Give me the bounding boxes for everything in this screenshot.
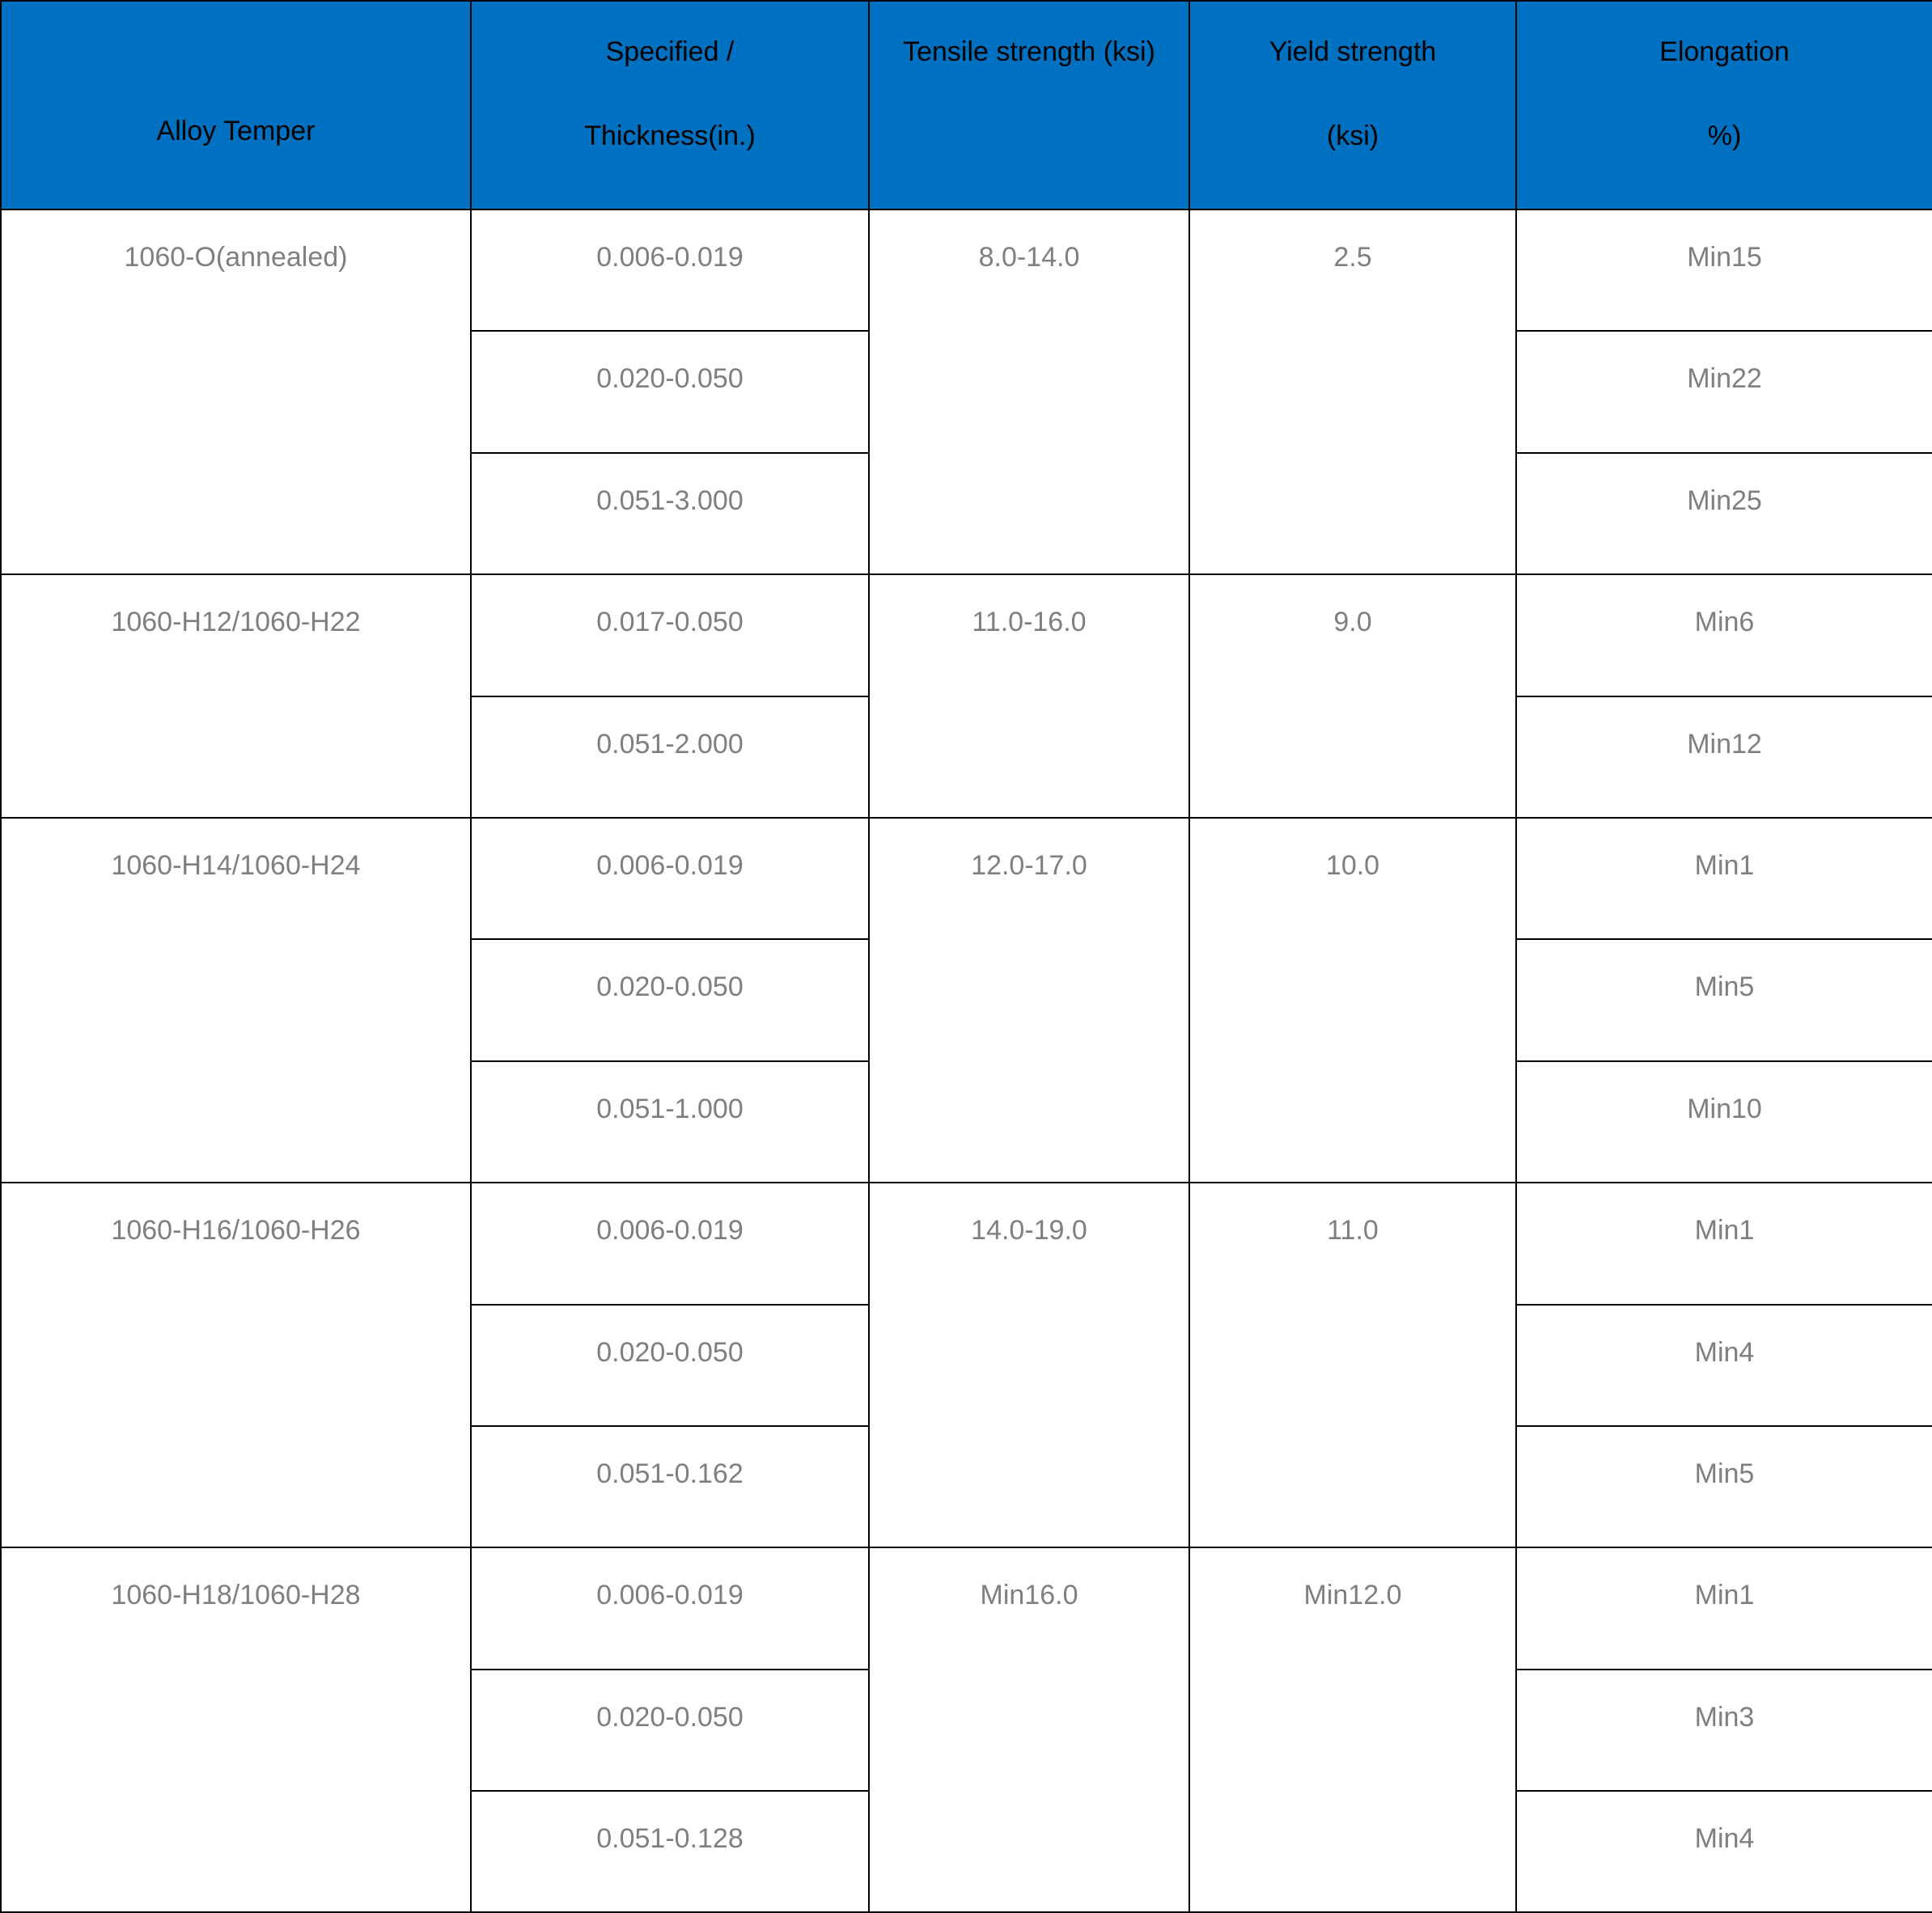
elongation-cell: Min1 bbox=[1516, 1183, 1932, 1304]
table-header bbox=[1, 1, 1932, 209]
thickness-cell: 0.020-0.050 bbox=[471, 939, 869, 1060]
yield-strength-cell: 11.0 bbox=[1189, 1183, 1516, 1547]
header-elongation-line1: Elongation bbox=[1659, 36, 1790, 67]
table-row bbox=[1, 1183, 1932, 1304]
thickness-cell: 0.020-0.050 bbox=[471, 1305, 869, 1426]
header-yield-line1: Yield strength bbox=[1269, 36, 1437, 67]
alloy-temper-cell: 1060-H16/1060-H26 bbox=[1, 1183, 471, 1547]
header-tensile-label: Tensile strength (ksi) bbox=[903, 36, 1155, 67]
header-row bbox=[1, 1, 1932, 209]
elongation-cell: Min15 bbox=[1516, 209, 1932, 331]
thickness-cell: 0.006-0.019 bbox=[471, 209, 869, 331]
header-alloy-temper bbox=[1, 1, 471, 209]
tensile-strength-cell: 14.0-19.0 bbox=[869, 1183, 1189, 1547]
header-thickness bbox=[471, 1, 869, 209]
elongation-cell: Min1 bbox=[1516, 818, 1932, 939]
thickness-cell: 0.006-0.019 bbox=[471, 1183, 869, 1304]
elongation-cell: Min22 bbox=[1516, 331, 1932, 452]
table-row bbox=[1, 574, 1932, 696]
elongation-cell: Min5 bbox=[1516, 939, 1932, 1060]
elongation-cell: Min5 bbox=[1516, 1426, 1932, 1547]
alloy-temper-cell: 1060-H18/1060-H28 bbox=[1, 1547, 471, 1912]
thickness-cell: 0.006-0.019 bbox=[471, 1547, 869, 1669]
thickness-cell: 0.051-1.000 bbox=[471, 1061, 869, 1183]
header-thickness-line2: Thickness(in.) bbox=[584, 121, 756, 151]
header-yield-line2: (ksi) bbox=[1326, 121, 1379, 151]
yield-strength-cell: 9.0 bbox=[1189, 574, 1516, 818]
header-tensile bbox=[869, 1, 1189, 209]
thickness-cell: 0.051-3.000 bbox=[471, 453, 869, 574]
alloy-temper-cell: 1060-O(annealed) bbox=[1, 209, 471, 574]
elongation-cell: Min12 bbox=[1516, 696, 1932, 818]
yield-strength-cell: 2.5 bbox=[1189, 209, 1516, 574]
yield-strength-cell: Min12.0 bbox=[1189, 1547, 1516, 1912]
alloy-temper-cell: 1060-H12/1060-H22 bbox=[1, 574, 471, 818]
thickness-cell: 0.051-0.162 bbox=[471, 1426, 869, 1547]
elongation-cell: Min6 bbox=[1516, 574, 1932, 696]
header-alloy-temper-label: Alloy Temper bbox=[156, 116, 316, 146]
thickness-cell: 0.051-0.128 bbox=[471, 1791, 869, 1912]
table-row bbox=[1, 1547, 1932, 1669]
thickness-cell: 0.020-0.050 bbox=[471, 331, 869, 452]
table-row bbox=[1, 209, 1932, 331]
tensile-strength-cell: Min16.0 bbox=[869, 1547, 1189, 1912]
elongation-cell: Min10 bbox=[1516, 1061, 1932, 1183]
elongation-cell: Min4 bbox=[1516, 1791, 1932, 1912]
thickness-cell: 0.017-0.050 bbox=[471, 574, 869, 696]
thickness-cell: 0.006-0.019 bbox=[471, 818, 869, 939]
thickness-cell: 0.020-0.050 bbox=[471, 1670, 869, 1791]
elongation-cell: Min3 bbox=[1516, 1670, 1932, 1791]
elongation-cell: Min25 bbox=[1516, 453, 1932, 574]
header-elongation-line2: %) bbox=[1707, 121, 1742, 151]
yield-strength-cell: 10.0 bbox=[1189, 818, 1516, 1183]
header-elongation bbox=[1516, 1, 1932, 209]
header-yield bbox=[1189, 1, 1516, 209]
elongation-cell: Min1 bbox=[1516, 1547, 1932, 1669]
header-thickness-line1: Specified / bbox=[605, 36, 735, 67]
thickness-cell: 0.051-2.000 bbox=[471, 696, 869, 818]
alloy-temper-cell: 1060-H14/1060-H24 bbox=[1, 818, 471, 1183]
tensile-strength-cell: 8.0-14.0 bbox=[869, 209, 1189, 574]
elongation-cell: Min4 bbox=[1516, 1305, 1932, 1426]
table-body bbox=[1, 209, 1932, 1912]
tensile-strength-cell: 12.0-17.0 bbox=[869, 818, 1189, 1183]
tensile-strength-cell: 11.0-16.0 bbox=[869, 574, 1189, 818]
table-row bbox=[1, 818, 1932, 939]
